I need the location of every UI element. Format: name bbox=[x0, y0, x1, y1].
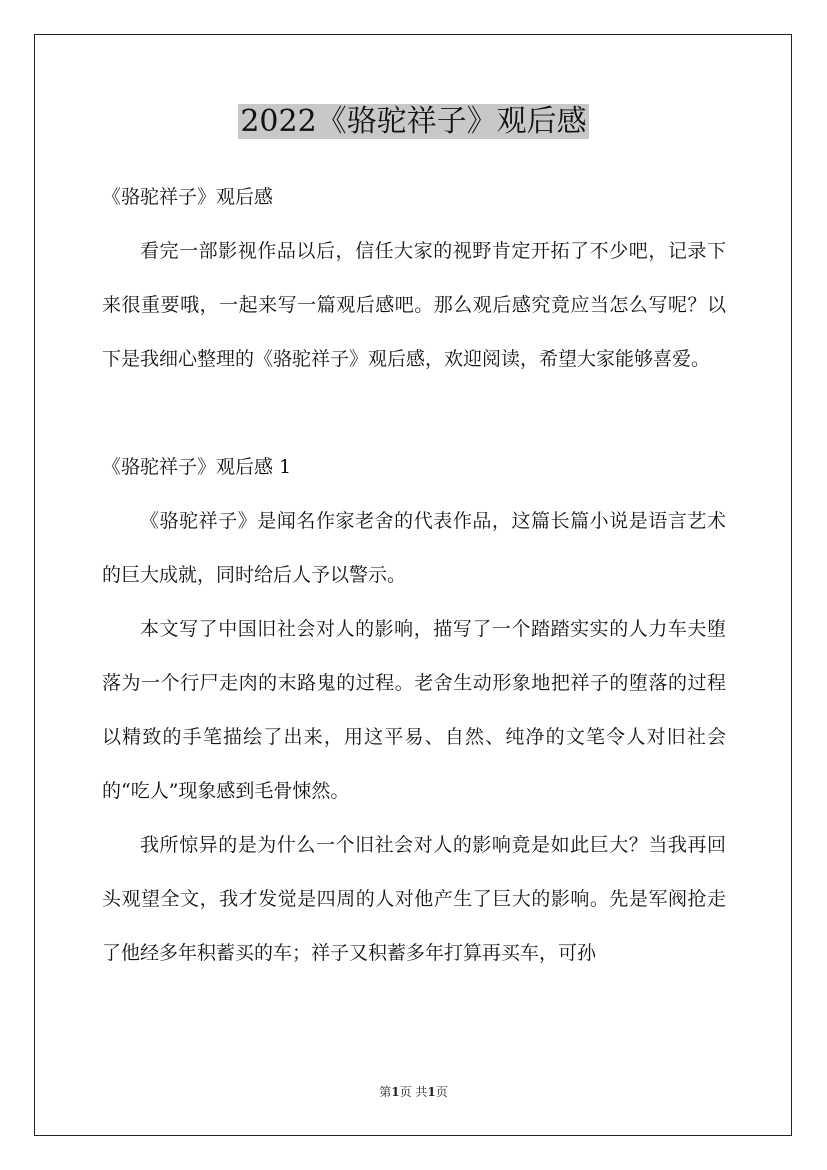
footer-prefix: 第 bbox=[379, 1085, 392, 1099]
footer-total-pages: 1 bbox=[427, 1085, 436, 1099]
page-footer bbox=[0, 1083, 827, 1101]
footer-suffix: 页 bbox=[435, 1085, 448, 1099]
intro-heading: 《骆驼祥子》观后感 bbox=[102, 186, 274, 208]
body-paragraph: 《骆驼祥子》是闻名作家老舍的代表作品，这篇长篇小说是语言艺术的巨大成就，同时给后人予以警示。 bbox=[102, 510, 726, 586]
document-title-text: 2022《骆驼祥子》观后感 bbox=[240, 104, 587, 139]
section-spacer bbox=[102, 386, 726, 440]
document-title bbox=[0, 100, 827, 144]
footer-middle: 页 共 bbox=[399, 1085, 428, 1099]
section-heading: 《骆驼祥子》观后感 1 bbox=[102, 456, 292, 478]
footer-page-number: 1 bbox=[391, 1085, 400, 1099]
body-paragraph: 我所惊异的是为什么一个旧社会对人的影响竟是如此巨大？当我再回头观望全文，我才发觉是四周的人对他产生了巨大的影响。先是军阀抢走了他经多年积蓄买的车；祥子又积蓄多年打算再买车，可孙 bbox=[102, 834, 726, 964]
body-paragraph: 本文写了中国旧社会对人的影响，描写了一个踏踏实实的人力车夫堕落为一个行尸走肉的末路鬼的过程。老舍生动形象地把祥子的堕落的过程以精致的手笔描绘了出来，用这平易、自然、纯净的文笔令人对旧社会的“吃人”现象感到毛骨悚然。 bbox=[102, 618, 726, 802]
intro-paragraph: 看完一部影视作品以后，信任大家的视野肯定开拓了不少吧，记录下来很重要哦，一起来写一篇观后感吧。那么观后感究竟应当怎么写呢？以下是我细心整理的《骆驼祥子》观后感，欢迎阅读，希望大家能够喜爱。 bbox=[102, 240, 726, 370]
document-body bbox=[102, 170, 726, 980]
